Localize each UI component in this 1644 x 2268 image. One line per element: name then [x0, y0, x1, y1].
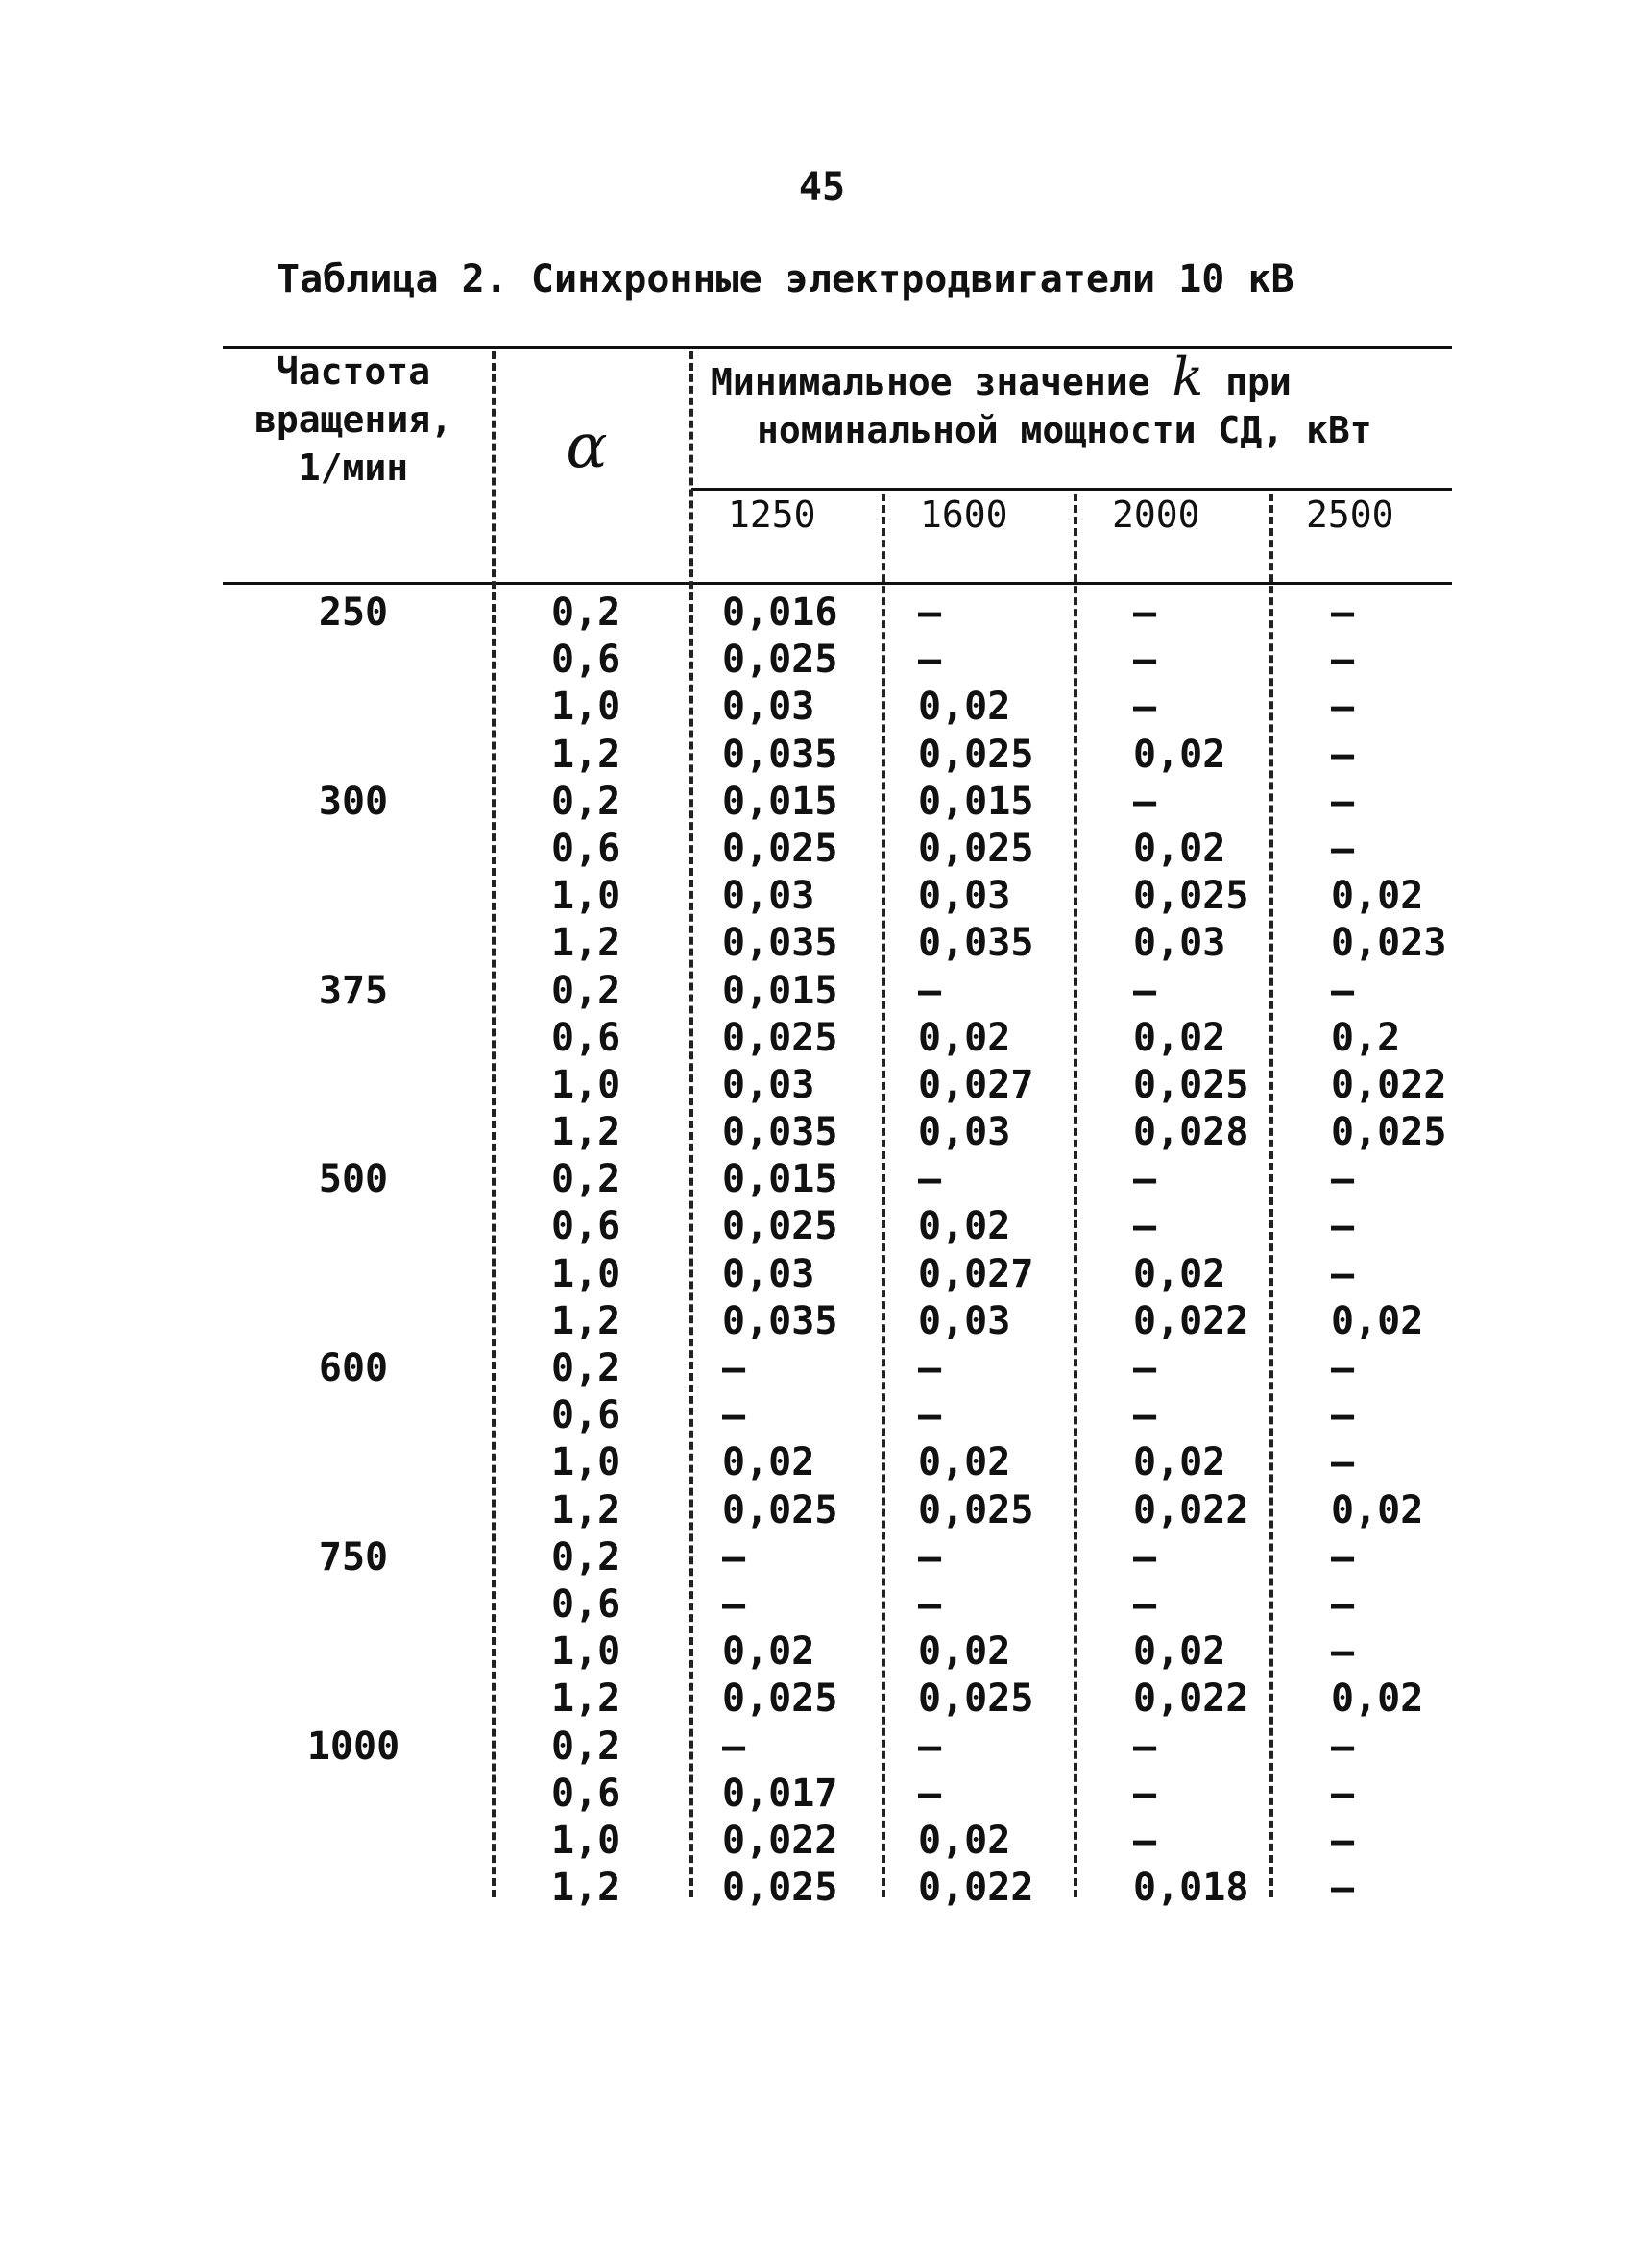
cell-2500: –: [1331, 591, 1355, 635]
cell-1250: 0,016: [722, 591, 838, 635]
cell-2500: –: [1331, 1818, 1355, 1863]
header-frequency: [223, 348, 484, 492]
cell-alpha: 1,0: [551, 1818, 621, 1863]
cell-1250: 0,025: [722, 1204, 838, 1249]
cell-2500: –: [1331, 826, 1355, 871]
cell-alpha: 0,2: [551, 968, 621, 1013]
cell-1250: 0,03: [722, 685, 815, 730]
cell-alpha: 0,6: [551, 638, 621, 683]
cell-frequency: 600: [318, 1346, 389, 1390]
cell-1250: –: [722, 1724, 746, 1769]
table-row: [0, 1392, 1644, 1439]
cell-alpha: 1,2: [551, 732, 621, 777]
cell-2500: 0,022: [1331, 1062, 1447, 1107]
table-row: [0, 826, 1644, 873]
cell-alpha: 1,2: [551, 1110, 621, 1155]
cell-2500: –: [1331, 1204, 1355, 1249]
cell-alpha: 0,2: [551, 779, 621, 824]
cell-alpha: 0,2: [551, 1157, 621, 1202]
table-row: [0, 1581, 1644, 1629]
cell-2000: 0,022: [1133, 1487, 1249, 1532]
cell-1600: 0,03: [918, 1298, 1011, 1343]
cell-1600: 0,025: [918, 1487, 1034, 1532]
cell-alpha: 1,0: [551, 1251, 621, 1296]
cell-2500: 0,2: [1331, 1015, 1401, 1060]
cell-1600: –: [918, 1581, 942, 1627]
cell-1600: 0,025: [918, 826, 1034, 871]
cell-1600: 0,027: [918, 1062, 1034, 1107]
cell-2000: 0,03: [1133, 921, 1226, 966]
table-row: [0, 1203, 1644, 1250]
cell-2000: –: [1133, 1724, 1157, 1769]
cell-1600: 0,02: [918, 1204, 1011, 1249]
cell-1250: 0,03: [722, 874, 815, 919]
cell-1250: 0,035: [722, 921, 838, 966]
table-row: [0, 920, 1644, 967]
table-row: [0, 1109, 1644, 1156]
cell-2500: –: [1331, 1534, 1355, 1580]
table-row: [0, 1534, 1644, 1581]
cell-2000: –: [1133, 968, 1157, 1013]
cell-alpha: 1,0: [551, 874, 621, 919]
cell-2500: –: [1331, 968, 1355, 1013]
header-power-2500: 2500: [1306, 494, 1394, 536]
table-row: [0, 1865, 1644, 1912]
cell-alpha: 0,2: [551, 1346, 621, 1390]
cell-1250: –: [722, 1534, 746, 1580]
subheader-rule: [691, 488, 1452, 491]
cell-1600: –: [918, 1346, 942, 1390]
header-bottom-rule: [223, 582, 1452, 585]
cell-alpha: 1,2: [551, 1487, 621, 1532]
cell-2500: 0,025: [1331, 1110, 1447, 1155]
header-frequency-line1: Частота: [276, 350, 431, 393]
table-row: [0, 1156, 1644, 1203]
cell-1250: 0,015: [722, 1157, 838, 1202]
table-row: [0, 1015, 1644, 1062]
cell-1250: 0,02: [722, 1629, 815, 1675]
table-row: [0, 637, 1644, 684]
cell-2500: –: [1331, 732, 1355, 777]
cell-1600: 0,02: [918, 1015, 1011, 1060]
cell-2000: –: [1133, 1534, 1157, 1580]
cell-alpha: 0,6: [551, 1015, 621, 1060]
cell-2500: –: [1331, 685, 1355, 730]
cell-2000: 0,018: [1133, 1866, 1249, 1911]
table-row: [0, 590, 1644, 637]
header-power-1600: 1600: [920, 494, 1008, 536]
cell-alpha: 0,2: [551, 1724, 621, 1769]
cell-2500: –: [1331, 638, 1355, 683]
header-power-1250: 1250: [728, 494, 816, 536]
cell-frequency: 500: [318, 1157, 389, 1202]
cell-1600: –: [918, 968, 942, 1013]
cell-frequency: 375: [318, 968, 389, 1013]
cell-2000: 0,028: [1133, 1110, 1249, 1155]
cell-1250: 0,025: [722, 1866, 838, 1911]
cell-1600: –: [918, 1724, 942, 1769]
cell-1250: 0,035: [722, 1110, 838, 1155]
cell-2500: –: [1331, 1346, 1355, 1390]
cell-1250: –: [722, 1581, 746, 1627]
cell-2500: –: [1331, 1581, 1355, 1627]
cell-2500: 0,02: [1331, 874, 1424, 919]
cell-2000: 0,02: [1133, 1251, 1226, 1296]
cell-1600: 0,022: [918, 1866, 1034, 1911]
cell-1250: 0,015: [722, 968, 838, 1013]
cell-2000: 0,02: [1133, 1015, 1226, 1060]
cell-1600: 0,025: [918, 1677, 1034, 1722]
cell-1250: –: [722, 1393, 746, 1438]
cell-2000: –: [1133, 779, 1157, 824]
cell-1250: 0,035: [722, 1298, 838, 1343]
cell-alpha: 0,2: [551, 591, 621, 635]
cell-1250: 0,025: [722, 638, 838, 683]
cell-frequency: 300: [318, 779, 389, 824]
cell-2000: 0,02: [1133, 826, 1226, 871]
cell-2000: 0,02: [1133, 732, 1226, 777]
cell-1600: 0,03: [918, 1110, 1011, 1155]
header-alpha: α: [566, 411, 608, 482]
table-row: [0, 1345, 1644, 1392]
cell-2500: –: [1331, 1724, 1355, 1769]
cell-alpha: 0,6: [551, 1771, 621, 1816]
table-row: [0, 732, 1644, 779]
table-row: [0, 1487, 1644, 1534]
header-min-text-a: Минимальное значение: [711, 361, 1150, 403]
table-row: [0, 1439, 1644, 1486]
table-row: [0, 779, 1644, 826]
cell-2000: –: [1133, 1346, 1157, 1390]
cell-1600: –: [918, 1534, 942, 1580]
cell-alpha: 1,0: [551, 1440, 621, 1485]
header-frequency-line2: вращения,: [254, 398, 452, 441]
table-row: [0, 1676, 1644, 1723]
cell-2000: –: [1133, 1818, 1157, 1863]
cell-1600: 0,02: [918, 685, 1011, 730]
cell-2500: –: [1331, 1251, 1355, 1296]
cell-2000: –: [1133, 638, 1157, 683]
cell-1250: –: [722, 1346, 746, 1390]
cell-2000: –: [1133, 591, 1157, 635]
cell-frequency: 1000: [306, 1724, 400, 1769]
cell-2000: 0,025: [1133, 1062, 1249, 1107]
cell-alpha: 0,2: [551, 1534, 621, 1580]
cell-1600: 0,02: [918, 1440, 1011, 1485]
cell-alpha: 0,6: [551, 1204, 621, 1249]
table-row: [0, 1251, 1644, 1298]
table-row: [0, 1062, 1644, 1109]
cell-2500: 0,02: [1331, 1677, 1424, 1722]
cell-1250: 0,03: [722, 1251, 815, 1296]
cell-1600: –: [918, 1157, 942, 1202]
table-row: [0, 968, 1644, 1015]
cell-2500: –: [1331, 1393, 1355, 1438]
cell-alpha: 1,0: [551, 685, 621, 730]
cell-alpha: 1,0: [551, 1062, 621, 1107]
cell-1600: 0,03: [918, 874, 1011, 919]
table-row: [0, 873, 1644, 920]
table-row: [0, 1818, 1644, 1865]
cell-2000: –: [1133, 685, 1157, 730]
cell-frequency: 750: [318, 1534, 389, 1580]
page-number: 45: [798, 165, 846, 209]
cell-1600: –: [918, 1771, 942, 1816]
cell-2500: 0,02: [1331, 1298, 1424, 1343]
cell-2500: 0,023: [1331, 921, 1447, 966]
cell-1600: 0,02: [918, 1629, 1011, 1675]
cell-1250: 0,025: [722, 826, 838, 871]
cell-1600: 0,035: [918, 921, 1034, 966]
header-min-line2: номинальной мощности СД, кВт: [757, 409, 1372, 451]
cell-2000: 0,022: [1133, 1677, 1249, 1722]
cell-2000: –: [1133, 1393, 1157, 1438]
header-power-2000: 2000: [1112, 494, 1200, 536]
cell-2500: –: [1331, 779, 1355, 824]
cell-2000: 0,02: [1133, 1629, 1226, 1675]
cell-1250: 0,03: [722, 1062, 815, 1107]
cell-1600: 0,02: [918, 1818, 1011, 1863]
table-row: [0, 1629, 1644, 1676]
cell-alpha: 1,0: [551, 1629, 621, 1675]
table-row: [0, 1724, 1644, 1771]
header-frequency-line3: 1/мин: [298, 446, 409, 489]
cell-1250: 0,035: [722, 732, 838, 777]
header-minimum-value: [711, 347, 1460, 454]
cell-1250: 0,022: [722, 1818, 838, 1863]
cell-1250: 0,017: [722, 1771, 838, 1816]
cell-2500: 0,02: [1331, 1487, 1424, 1532]
header-k-symbol: k: [1172, 347, 1204, 407]
cell-2500: –: [1331, 1629, 1355, 1675]
cell-1600: 0,025: [918, 732, 1034, 777]
cell-1600: –: [918, 591, 942, 635]
cell-alpha: 1,2: [551, 921, 621, 966]
cell-alpha: 0,6: [551, 1581, 621, 1627]
cell-alpha: 1,2: [551, 1866, 621, 1911]
cell-alpha: 0,6: [551, 826, 621, 871]
cell-frequency: 250: [318, 591, 389, 635]
cell-2000: –: [1133, 1204, 1157, 1249]
cell-alpha: 1,2: [551, 1298, 621, 1343]
header-min-text-b: при: [1225, 361, 1292, 403]
cell-1600: –: [918, 1393, 942, 1438]
table-row: [0, 684, 1644, 731]
cell-1600: 0,027: [918, 1251, 1034, 1296]
cell-1250: 0,015: [722, 779, 838, 824]
cell-1250: 0,025: [722, 1015, 838, 1060]
cell-alpha: 1,2: [551, 1677, 621, 1722]
cell-1600: 0,015: [918, 779, 1034, 824]
cell-2000: 0,02: [1133, 1440, 1226, 1485]
cell-1600: –: [918, 638, 942, 683]
cell-2000: –: [1133, 1157, 1157, 1202]
table-row: [0, 1298, 1644, 1345]
cell-1250: 0,025: [722, 1487, 838, 1532]
cell-2000: 0,022: [1133, 1298, 1249, 1343]
table-body: [0, 590, 1644, 1912]
cell-2500: –: [1331, 1771, 1355, 1816]
cell-2500: –: [1331, 1440, 1355, 1485]
cell-1250: 0,02: [722, 1440, 815, 1485]
cell-2000: –: [1133, 1581, 1157, 1627]
cell-alpha: 0,6: [551, 1393, 621, 1438]
cell-2500: –: [1331, 1157, 1355, 1202]
cell-2000: 0,025: [1133, 874, 1249, 919]
cell-2000: –: [1133, 1771, 1157, 1816]
cell-2500: –: [1331, 1866, 1355, 1911]
table-row: [0, 1771, 1644, 1818]
table-title: Таблица 2. Синхронные электродвигатели 10 кВ: [277, 257, 1294, 302]
cell-1250: 0,025: [722, 1677, 838, 1722]
